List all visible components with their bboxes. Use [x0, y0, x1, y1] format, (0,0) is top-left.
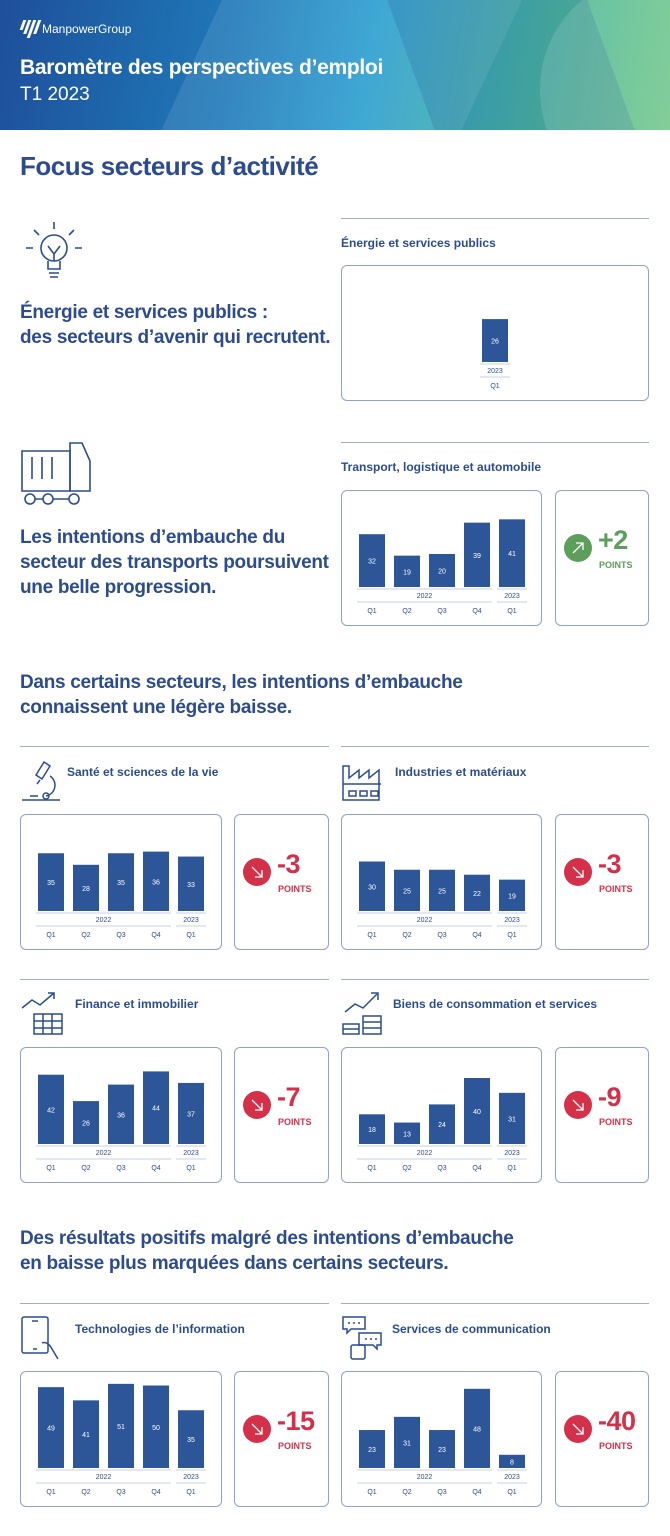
delta-value: -3 [277, 849, 301, 879]
bar-value-label: 18 [368, 1127, 376, 1135]
bar-value-label: 20 [438, 568, 446, 576]
x-tick-label: Q1 [367, 932, 377, 939]
bar-value-label: 26 [491, 338, 499, 346]
year-label: 2022 [95, 1474, 112, 1481]
delta-points-label: POINTS [278, 1117, 312, 1127]
chart-title-industries: Industries et matériaux [395, 765, 527, 779]
x-tick-label: Q1 [507, 1165, 517, 1172]
page-title: Baromètre des perspectives d’emploi [20, 56, 383, 79]
bar-value-label: 30 [368, 884, 376, 892]
bar-value-label: 35 [117, 880, 125, 888]
x-tick-label: Q1 [507, 608, 517, 615]
bar-value-label: 25 [438, 888, 446, 896]
x-tick-label: Q2 [402, 1489, 412, 1496]
truck-icon [20, 441, 92, 507]
chart-title-communication: Services de communication [392, 1322, 551, 1336]
year-label: 2022 [95, 917, 112, 924]
brand-name: ManpowerGroup [42, 22, 132, 36]
year-label: 2023 [504, 917, 520, 924]
trend-down-arrow-icon [243, 1091, 271, 1119]
delta-card-communication [555, 1371, 649, 1507]
trend-down-arrow-icon [564, 858, 592, 886]
trend-up-arrow-icon [564, 534, 592, 562]
year-label: 2023 [183, 1150, 199, 1157]
bar-value-label: 35 [187, 1437, 195, 1445]
bar-value-label: 19 [403, 569, 411, 577]
chart-panel-energie [341, 265, 649, 401]
x-tick-label: Q4 [472, 608, 482, 615]
x-tick-label: Q1 [46, 1165, 56, 1172]
year-label: 2023 [487, 368, 503, 375]
x-tick-label: Q1 [367, 608, 377, 615]
year-label: 2023 [504, 1474, 520, 1481]
bar-value-label: 51 [117, 1423, 125, 1431]
x-tick-label: Q4 [151, 1489, 161, 1496]
bar-chart-tech [21, 1372, 221, 1506]
trend-down-arrow-icon [564, 1415, 592, 1443]
bar-chart-communication [342, 1372, 541, 1506]
year-label: 2023 [183, 1474, 199, 1481]
delta-value: -9 [598, 1082, 622, 1112]
chat-bubbles-icon [341, 1315, 383, 1361]
bar-value-label: 23 [368, 1447, 376, 1455]
energy-heading-line1: Énergie et services publics : [20, 302, 268, 323]
x-tick-label: Q2 [81, 932, 91, 939]
divider [341, 746, 649, 747]
x-tick-label: Q3 [437, 1165, 447, 1172]
x-tick-label: Q2 [402, 932, 412, 939]
delta-points-label: POINTS [278, 1441, 312, 1451]
x-tick-label: Q1 [507, 932, 517, 939]
chart-panel-tech [20, 1371, 222, 1507]
delta-value: -40 [598, 1406, 636, 1436]
bar-value-label: 23 [438, 1447, 446, 1455]
transport-heading-line3: une belle progression. [20, 577, 217, 598]
x-tick-label: Q4 [472, 932, 482, 939]
x-tick-label: Q3 [437, 1489, 447, 1496]
delta-points-label: POINTS [599, 1441, 633, 1451]
bar-value-label: 40 [473, 1109, 481, 1116]
delta-value: -7 [277, 1082, 301, 1112]
bar-chart-energie [342, 266, 648, 400]
section-heading-main: Focus secteurs d’activité [20, 151, 319, 181]
chart-title-sante: Santé et sciences de la vie [67, 765, 219, 779]
delta-value: +2 [598, 525, 628, 555]
divider [341, 218, 649, 219]
delta-points-label: POINTS [278, 884, 312, 894]
delta-card-industries [555, 814, 649, 950]
brand-logo [20, 20, 131, 38]
bar-value-label: 42 [47, 1107, 55, 1115]
bar-chart-sante [21, 815, 221, 949]
bar-value-label: 22 [473, 890, 481, 898]
year-label: 2023 [504, 1150, 520, 1157]
year-label: 2022 [416, 593, 433, 600]
lightbulb-icon [20, 218, 88, 284]
x-tick-label: Q1 [367, 1165, 377, 1172]
chart-panel-sante [20, 814, 222, 950]
bar-value-label: 28 [82, 885, 90, 893]
divider [20, 1303, 329, 1304]
delta-card-finance [234, 1047, 329, 1183]
transport-heading-line1: Les intentions d’embauche du [20, 527, 286, 548]
chart-panel-biens [341, 1047, 542, 1183]
x-tick-label: Q3 [116, 1165, 126, 1172]
header-banner [0, 0, 670, 130]
page-subtitle: T1 2023 [20, 84, 90, 105]
delta-card-biens [555, 1047, 649, 1183]
bar-value-label: 13 [403, 1131, 411, 1139]
bar-value-label: 31 [403, 1440, 411, 1448]
x-tick-label: Q1 [186, 1165, 196, 1172]
chart-panel-communication [341, 1371, 542, 1507]
year-label: 2023 [504, 593, 520, 600]
finance-chart-icon [20, 990, 66, 1036]
x-tick-label: Q2 [81, 1489, 91, 1496]
bar-value-label: 44 [152, 1105, 160, 1113]
bar-value-label: 37 [187, 1111, 195, 1119]
divider [341, 979, 649, 980]
divider [20, 746, 329, 747]
year-label: 2022 [416, 1150, 433, 1157]
divider [20, 979, 329, 980]
x-tick-label: Q1 [507, 1489, 517, 1496]
baisse-heading-line1: Dans certains secteurs, les intentions d’embauche [20, 672, 463, 693]
chart-title-energie: Énergie et services publics [341, 236, 496, 250]
delta-points-label: POINTS [599, 884, 633, 894]
year-label: 2022 [416, 1474, 433, 1481]
bar-value-label: 41 [508, 551, 516, 559]
delta-value: -15 [277, 1406, 315, 1436]
bar-value-label: 49 [47, 1425, 55, 1433]
bar-value-label: 33 [187, 881, 195, 889]
baisse-heading-line2: connaissent une légère baisse. [20, 697, 292, 718]
x-tick-label: Q3 [116, 1489, 126, 1496]
year-label: 2022 [416, 917, 433, 924]
x-tick-label: Q2 [402, 608, 412, 615]
x-tick-label: Q1 [46, 932, 56, 939]
year-label: 2023 [183, 917, 199, 924]
bar-value-label: 26 [82, 1120, 90, 1128]
bar-chart-biens [342, 1048, 541, 1182]
factory-icon [341, 758, 385, 802]
x-tick-label: Q4 [472, 1165, 482, 1172]
bar-value-label: 32 [368, 558, 376, 566]
bar-value-label: 39 [473, 552, 481, 560]
x-tick-label: Q4 [151, 932, 161, 939]
chart-panel-finance [20, 1047, 222, 1183]
positif-heading-line1: Des résultats positifs malgré des intentions d’embauche [20, 1228, 514, 1249]
bar-value-label: 31 [508, 1116, 516, 1124]
x-tick-label: Q1 [186, 1489, 196, 1496]
x-tick-label: Q1 [186, 932, 196, 939]
trend-down-arrow-icon [243, 1415, 271, 1443]
x-tick-label: Q3 [437, 608, 447, 615]
x-tick-label: Q4 [472, 1489, 482, 1496]
trend-down-arrow-icon [243, 858, 271, 886]
coins-growth-icon [341, 990, 385, 1036]
chart-title-transport: Transport, logistique et automobile [341, 460, 542, 474]
x-tick-label: Q1 [46, 1489, 56, 1496]
bar-value-label: 24 [438, 1122, 446, 1130]
x-tick-label: Q2 [402, 1165, 412, 1172]
positif-heading-line2: en baisse plus marquées dans certains secteurs. [20, 1253, 449, 1274]
bar-chart-transport [342, 491, 541, 625]
chart-panel-transport [341, 490, 542, 626]
bar-value-label: 8 [510, 1459, 514, 1467]
x-tick-label: Q3 [437, 932, 447, 939]
x-tick-label: Q1 [367, 1489, 377, 1496]
microscope-icon [20, 758, 62, 802]
brand-logo-icon [17, 20, 42, 38]
bar-chart-industries [342, 815, 541, 949]
transport-heading-line2: secteur des transports poursuivent [20, 552, 329, 573]
chart-panel-industries [341, 814, 542, 950]
bar-value-label: 50 [152, 1424, 160, 1432]
bar-value-label: 36 [152, 879, 160, 887]
divider [341, 442, 649, 443]
energy-heading-line2: des secteurs d’avenir qui recrutent. [20, 327, 331, 348]
delta-points-label: POINTS [599, 1117, 633, 1127]
delta-card-sante [234, 814, 329, 950]
trend-down-arrow-icon [564, 1091, 592, 1119]
delta-value: -3 [598, 849, 622, 879]
chart-title-tech: Technologies de l’information [75, 1322, 245, 1336]
delta-points-label: POINTS [599, 560, 633, 570]
tablet-icon [20, 1315, 64, 1361]
bar-value-label: 36 [117, 1112, 125, 1120]
divider [341, 1303, 649, 1304]
x-tick-label: Q3 [116, 932, 126, 939]
bar-value-label: 25 [403, 888, 411, 896]
delta-card-transport [555, 490, 649, 626]
x-tick-label: Q1 [490, 383, 500, 390]
bar-value-label: 48 [473, 1426, 481, 1434]
bar-value-label: 19 [508, 893, 516, 901]
x-tick-label: Q2 [81, 1165, 91, 1172]
bar-value-label: 41 [82, 1432, 90, 1440]
x-tick-label: Q4 [151, 1165, 161, 1172]
year-label: 2022 [95, 1150, 112, 1157]
bar-value-label: 35 [47, 880, 55, 888]
chart-title-finance: Finance et immobilier [75, 997, 199, 1011]
delta-card-tech [234, 1371, 329, 1507]
chart-title-biens: Biens de consommation et services [393, 997, 598, 1011]
bar-chart-finance [21, 1048, 221, 1182]
